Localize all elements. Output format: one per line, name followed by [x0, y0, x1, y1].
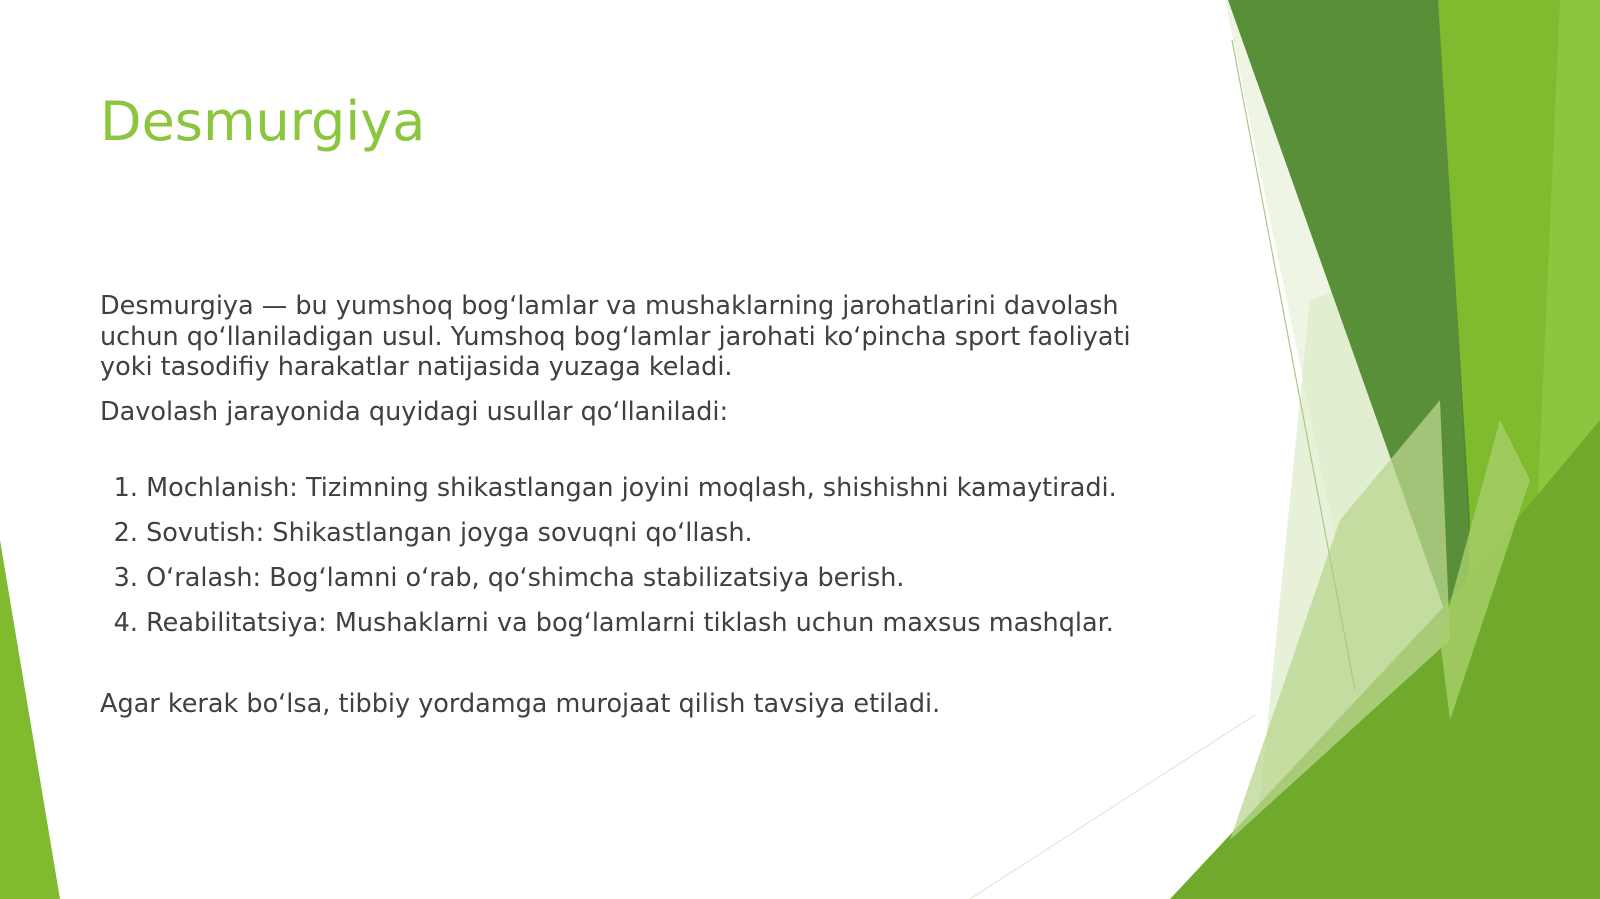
list-item-text: Sovutish: Shikastlangan joyga sovuqni qoʻllash. [146, 518, 753, 548]
intro-paragraph: Desmurgiya — bu yumshoq bogʻlamlar va mushaklarning jarohatlarini davolash uchun qoʻllaniladigan usul. Yumshoq bogʻlamlar jarohati koʻpincha sport faoliyati yoki tasodifiy harakatlar natijasida yuzaga keladi. [100, 291, 1131, 382]
list-item [100, 608, 1190, 639]
list-item [100, 473, 1190, 504]
list-item [100, 518, 1190, 549]
left-green-wedge [0, 540, 60, 899]
list-item-number: 4. [113, 608, 138, 638]
list-item-text: Oʻralash: Bogʻlamni oʻrab, qoʻshimcha stabilizatsiya berish. [146, 563, 905, 593]
list-item-number: 2. [113, 518, 138, 548]
methods-list [100, 473, 1190, 639]
list-item [100, 563, 1190, 594]
list-item-number: 1. [113, 473, 138, 503]
slide-title: Desmurgiya [100, 90, 426, 153]
slide-body [100, 291, 1190, 720]
list-item-text: Mochlanish: Tizimning shikastlangan joyini moqlash, shishishni kamaytiradi. [146, 473, 1117, 503]
list-item-text: Reabilitatsiya: Mushaklarni va bogʻlamlarni tiklash uchun maxsus mashqlar. [146, 608, 1114, 638]
list-item-number: 3. [113, 563, 138, 593]
lead-paragraph: Davolash jarayonida quyidagi usullar qoʻllaniladi: [100, 396, 729, 427]
closing-paragraph: Agar kerak boʻlsa, tibbiy yordamga murojaat qilish tavsiya etiladi. [100, 689, 941, 719]
